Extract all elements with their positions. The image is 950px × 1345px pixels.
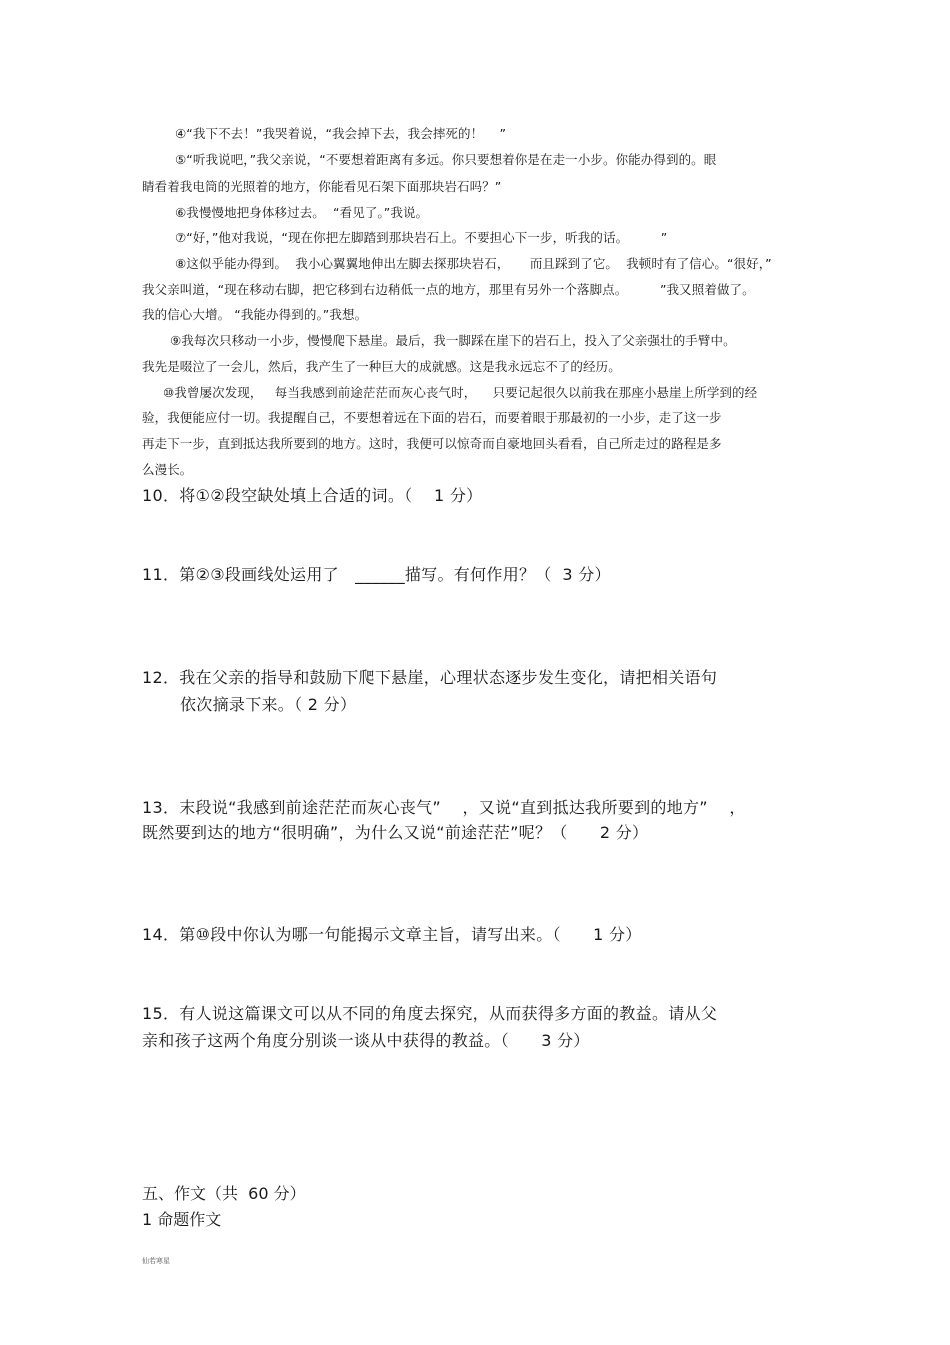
- passage-line: ⑩我曾屡次发现， 每当我感到前途茫茫而灰心丧气时， 只要记起很久以前我在那座小悬崖上所学到的经: [163, 385, 758, 400]
- question-13-continuation: 既然要到达的地方“很明确”，为什么又说“前途茫茫”呢？（ 2 分）: [142, 823, 649, 842]
- question-12-continuation: 依次摘录下来。（ 2 分）: [180, 695, 357, 714]
- passage-line: 我先是啜泣了一会儿，然后，我产生了一种巨大的成就感。这是我永远忘不了的经历。: [142, 359, 621, 374]
- question-15-continuation: 亲和孩子这两个角度分别谈一谈从中获得的教益。（ 3 分）: [142, 1031, 590, 1050]
- question-15: 15．有人说这篇课文可以从不同的角度去探究，从而获得多方面的教益。请从父: [142, 1004, 718, 1023]
- section-title: 五、作文（共 60 分）: [142, 1184, 306, 1203]
- passage-line: 验，我便能应付一切。我提醒自己，不要想着远在下面的岩石，而要着眼于那最初的一小步，走了这一步: [142, 410, 722, 425]
- passage-line: 再走下一步，直到抵达我所要到的地方。这时，我便可以惊奇而自豪地回头看看，自己所走过的路程是多: [142, 436, 722, 451]
- passage-line: 睛看着我电筒的光照着的地方，你能看见石架下面那块岩石吗？”: [142, 179, 502, 194]
- question-10: 10．将①②段空缺处填上合适的词。（ 1 分）: [142, 486, 483, 505]
- passage-line: 我的信心大增。 “我能办得到的。”我想。: [142, 307, 368, 322]
- passage-line: ④“我下不去！”我哭着说，“我会掉下去，我会摔死的！ ”: [175, 126, 507, 141]
- section-subtitle: 1 命题作文: [142, 1210, 222, 1229]
- footer-text: 仙若寒星: [142, 1257, 170, 1265]
- question-12: 12．我在父亲的指导和鼓励下爬下悬崖，心理状态逐步发生变化，请把相关语句: [142, 668, 718, 687]
- passage-line: ⑥我慢慢地把身体移过去。 “看见了。”我说。: [175, 205, 429, 220]
- question-14: 14．第⑩段中你认为哪一句能揭示文章主旨，请写出来。（ 1 分）: [142, 925, 642, 944]
- passage-line: ⑤“听我说吧，”我父亲说，“不要想着距离有多远。你只要想着你是在走一小步。你能办得到的。眼: [175, 152, 717, 167]
- question-13: 13．末段说“我感到前途茫茫而灰心丧气” ，又说“直到抵达我所要到的地方” ，: [142, 798, 746, 817]
- passage-line: 我父亲叫道，“现在移动右脚，把它移到右边稍低一点的地方，那里有另外一个落脚点。 ”我又照着做了。: [142, 282, 755, 297]
- question-11: 11．第②③段画线处运用了 ______描写。有何作用？（ 3 分）: [142, 565, 611, 584]
- passage-line: ⑨我每次只移动一小步，慢慢爬下悬崖。最后，我一脚踩在崖下的岩石上，投入了父亲强壮的手臂中。: [170, 333, 736, 348]
- passage-line: ⑦“好，”他对我说，“现在你把左脚踏到那块岩石上。不要担心下一步，听我的话。 ”: [175, 230, 668, 245]
- passage-line: ⑧这似乎能办得到。 我小心翼翼地伸出左脚去探那块岩石， 而且踩到了它。 我顿时有了信心。“很好，”: [175, 256, 772, 271]
- passage-line: 么漫长。: [142, 462, 193, 477]
